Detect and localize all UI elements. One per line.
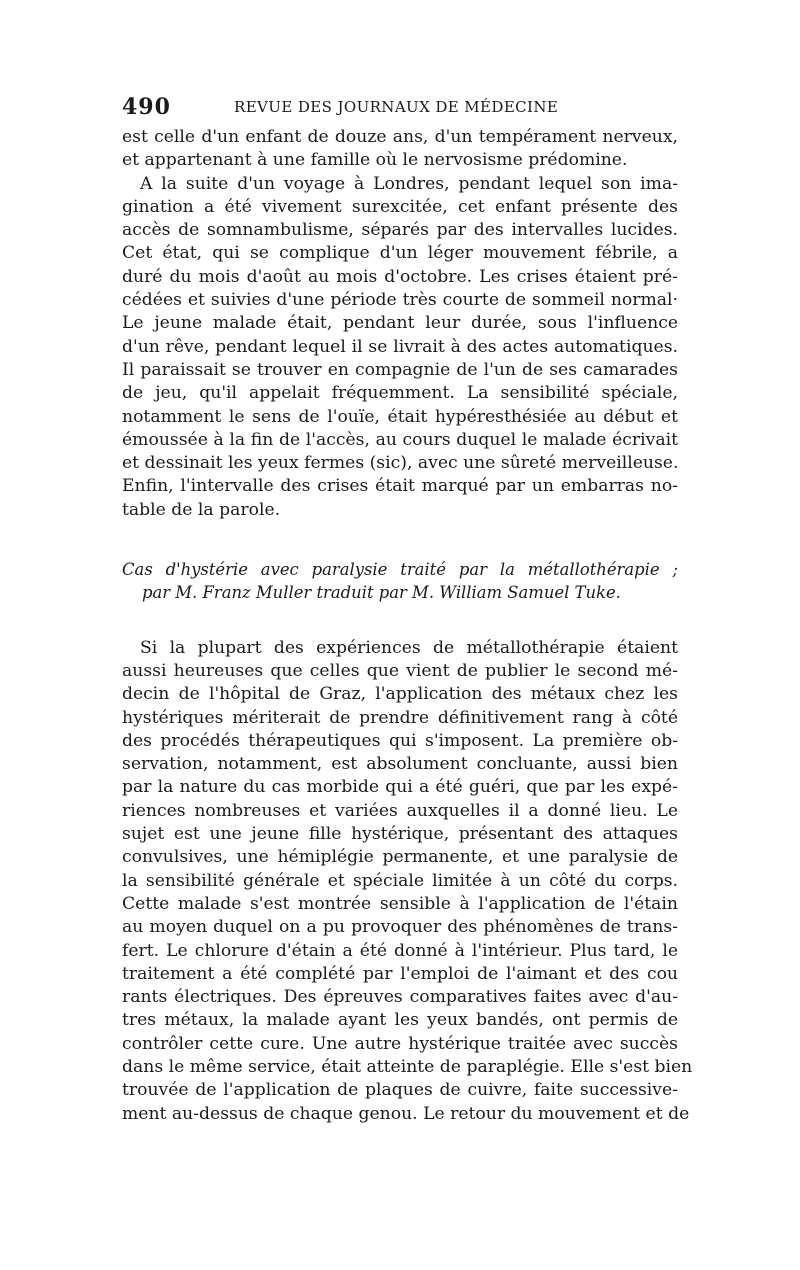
text-line: rants électriques. Des épreuves comparatives faites avec d'au- [122, 987, 678, 1008]
text-line: par la nature du cas morbide qui a été guéri, que par les expé- [122, 777, 678, 798]
text-line: dans le même service, était atteinte de paraplégie. Elle s'est bien [122, 1056, 693, 1077]
article-title [122, 558, 678, 605]
paragraph-case-description [122, 173, 678, 522]
text-line: servation, notamment, est absolument concluante, aussi bien [122, 754, 678, 775]
text-line: riences nombreuses et variées auxquelles il a donné lieu. Le [122, 800, 678, 821]
text-line: table de la parole. [122, 499, 281, 520]
text-line: accès de somnambulisme, séparés par des intervalles lucides. [122, 220, 678, 241]
title-line: par M. Franz Muller traduit par M. William Samuel Tuke. [142, 583, 621, 603]
text-line: Il paraissait se trouver en compagnie de l'un de ses camarades [122, 359, 678, 380]
paragraph-continued [122, 126, 678, 173]
spacer [122, 522, 678, 558]
running-head: REVUE DES JOURNAUX DE MÉDECINE [234, 98, 559, 116]
text-line: decin de l'hôpital de Graz, l'application des métaux chez les [122, 684, 678, 705]
text-line: tres métaux, la malade ayant les yeux bandés, ont permis de [122, 1010, 678, 1031]
paragraph-metallotherapy [122, 637, 693, 1126]
text-line: et appartenant à une famille où le nervosisme prédomine. [122, 150, 628, 171]
text-line: fert. Le chlorure d'étain a été donné à l'intérieur. Plus tard, le [122, 940, 678, 961]
text-line: émoussée à la fin de l'accès, au cours duquel le malade écrivait [122, 429, 678, 450]
text-line: A la suite d'un voyage à Londres, pendant lequel son ima- [140, 173, 678, 194]
title-line: Cas d'hystérie avec paralysie traité par la métallothérapie ; [122, 560, 678, 580]
text-line: gination a été vivement surexcitée, cet enfant présente des [122, 196, 678, 217]
text-line: Cet état, qui se complique d'un léger mouvement fébrile, a [122, 243, 678, 264]
text-line: est celle d'un enfant de douze ans, d'un tempérament nerveux, [122, 127, 678, 147]
document-page [122, 92, 693, 1126]
text-line: convulsives, une hémiplégie permanente, et une paralysie de [122, 847, 678, 868]
text-line: aussi heureuses que celles que vient de publier le second mé- [122, 660, 678, 681]
text-line: la sensibilité générale et spéciale limitée à un côté du corps. [122, 870, 678, 891]
text-line: de jeu, qu'il appelait fréquemment. La sensibilité spéciale, [122, 383, 678, 404]
text-line: trouvée de l'application de plaques de cuivre, faite successive- [122, 1080, 678, 1101]
text-line: contrôler cette cure. Une autre hystérique traitée avec succès [122, 1033, 678, 1054]
text-line: sujet est une jeune fille hystérique, présentant des attaques [122, 824, 678, 845]
text-line: Le jeune malade était, pendant leur durée, sous l'influence [122, 313, 678, 334]
text-line: des procédés thérapeutiques qui s'imposent. La première ob- [122, 730, 678, 751]
text-line: traitement a été complété par l'emploi de l'aimant et des cou [122, 963, 678, 984]
text-line: notamment le sens de l'ouïe, était hypéresthésiée au début et [122, 406, 678, 427]
text-line: duré du mois d'août au mois d'octobre. Les crises étaient pré- [122, 266, 678, 287]
text-line: cédées et suivies d'une période très courte de sommeil normal· [122, 290, 678, 311]
text-line: Enfin, l'intervalle des crises était marqué par un embarras no- [122, 476, 678, 497]
text-line: Cette malade s'est montrée sensible à l'application de l'étain [122, 893, 678, 914]
page-header [122, 92, 678, 122]
page-number: 490 [122, 94, 171, 120]
text-line: d'un rêve, pendant lequel il se livrait à des actes automatiques. [122, 336, 678, 357]
text-line: Si la plupart des expériences de métallothérapie étaient [140, 637, 678, 658]
text-line: et dessinait les yeux fermes (sic), avec une sûreté merveilleuse. [122, 453, 679, 474]
text-line: au moyen duquel on a pu provoquer des phénomènes de trans- [122, 917, 678, 938]
spacer [122, 605, 678, 637]
text-line: ment au-dessus de chaque genou. Le retour du mouvement et de [122, 1103, 690, 1124]
text-line: hystériques mériterait de prendre définitivement rang à côté [122, 707, 678, 728]
